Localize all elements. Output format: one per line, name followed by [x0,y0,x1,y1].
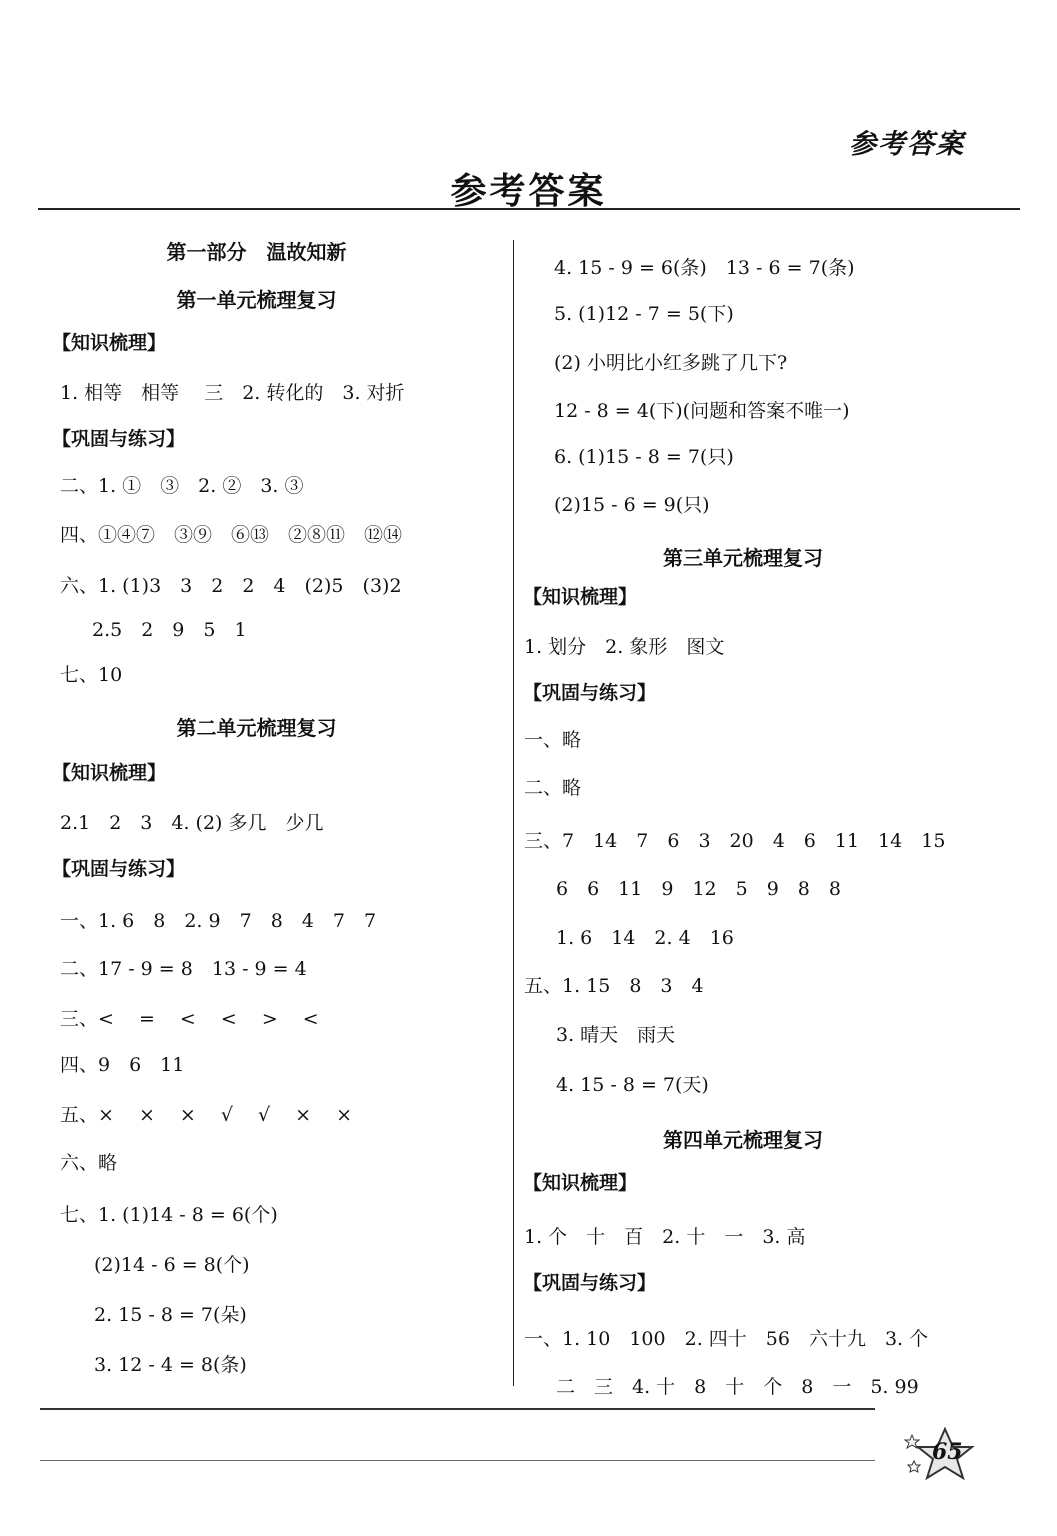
unit4-title: 第四单元梳理复习 [663,1128,823,1152]
unit3-practice-heading: 【巩固与练习】 [523,682,657,704]
unit2-answer-line: 3. 12 - 4 = 8(条) [94,1354,247,1376]
unit2-title: 第二单元梳理复习 [176,716,337,740]
unit2-answer-line: 七、1. (1)14 - 8 = 6(个) [60,1204,278,1226]
unit3-answer-line: 二、略 [524,777,582,799]
unit3-knowledge-line: 1. 划分 2. 象形 图文 [524,636,725,658]
unit2-answer-line: 五、× × × √ √ × × [60,1104,353,1126]
unit1-answer-line: 六、1. (1)3 3 2 2 4 (2)5 (3)2 [60,575,402,597]
unit1-answer-line: 四、①④⑦ ③⑨ ⑥⑬ ②⑧⑪ ⑫⑭ [60,524,403,546]
unit2-answer-line: 2. 15 - 8 = 7(朵) [94,1304,247,1326]
unit3-answer-line: 6 6 11 9 12 5 9 8 8 [556,878,841,900]
unit2-answer-line: 一、1. 6 8 2. 9 7 8 4 7 7 [60,910,377,932]
unit2-practice-heading: 【巩固与练习】 [52,858,186,880]
unit3-title: 第三单元梳理复习 [663,546,823,570]
unit3-answer-line: 3. 晴天 雨天 [556,1024,676,1046]
unit2-answer-line: 四、9 6 11 [60,1054,185,1076]
column-divider [513,240,514,1386]
unit2-answer-line: 三、< = < < > < [60,1008,319,1030]
unit1-answer-line: 2.5 2 9 5 1 [92,619,247,641]
page-number-badge [900,1425,990,1485]
unit2-continued-line: (2)15 - 6 = 9(只) [554,494,710,516]
unit4-answer-line: 二 三 4. 十 8 十 个 8 一 5. 99 [556,1376,919,1398]
unit4-practice-heading: 【巩固与练习】 [523,1272,657,1294]
header-tag: 参考答案 [849,129,965,160]
unit3-answer-line: 一、略 [524,729,582,751]
unit3-answer-line: 五、1. 15 8 3 4 [524,975,704,997]
unit1-answer-line: 二、1. ① ③ 2. ② 3. ③ [60,475,304,497]
unit1-knowledge-line: 1. 相等 相等 三 2. 转化的 3. 对折 [60,382,405,404]
part-title: 第一部分 温故知新 [166,240,347,264]
unit2-continued-line: 6. (1)15 - 8 = 7(只) [554,446,734,468]
unit1-practice-heading: 【巩固与练习】 [52,428,186,450]
unit3-answer-line: 1. 6 14 2. 4 16 [556,927,734,949]
unit2-continued-line: 12 - 8 = 4(下)(问题和答案不唯一) [554,400,850,422]
unit3-answer-line: 4. 15 - 8 = 7(天) [556,1074,709,1096]
unit2-answer-line: 六、略 [60,1152,118,1174]
bottom-rule-thin [40,1460,875,1461]
unit2-answer-line: 二、17 - 9 = 8 13 - 9 = 4 [60,958,307,980]
unit3-answer-line: 三、7 14 7 6 3 20 4 6 11 14 15 [524,830,946,852]
unit2-answer-line: (2)14 - 6 = 8(个) [94,1254,250,1276]
unit2-knowledge-heading: 【知识梳理】 [52,762,167,784]
unit2-knowledge-line: 2.1 2 3 4. (2) 多几 少几 [60,812,324,834]
unit3-knowledge-heading: 【知识梳理】 [523,586,638,608]
page-number: 65 [932,1439,963,1465]
top-rule [38,208,1020,210]
unit4-knowledge-heading: 【知识梳理】 [523,1172,638,1194]
unit1-answer-line: 七、10 [60,664,123,686]
unit2-continued-line: 5. (1)12 - 7 = 5(下) [554,303,734,325]
unit1-title: 第一单元梳理复习 [176,288,337,312]
unit4-answer-line: 一、1. 10 100 2. 四十 56 六十九 3. 个 [524,1328,929,1350]
unit2-continued-line: 4. 15 - 9 = 6(条) 13 - 6 = 7(条) [554,257,855,279]
page-title: 参考答案 [450,170,607,212]
bottom-rule [40,1408,875,1410]
unit1-knowledge-heading: 【知识梳理】 [52,332,167,354]
unit2-continued-line: (2) 小明比小红多跳了几下? [554,352,788,374]
unit4-knowledge-line: 1. 个 十 百 2. 十 一 3. 高 [524,1226,806,1248]
